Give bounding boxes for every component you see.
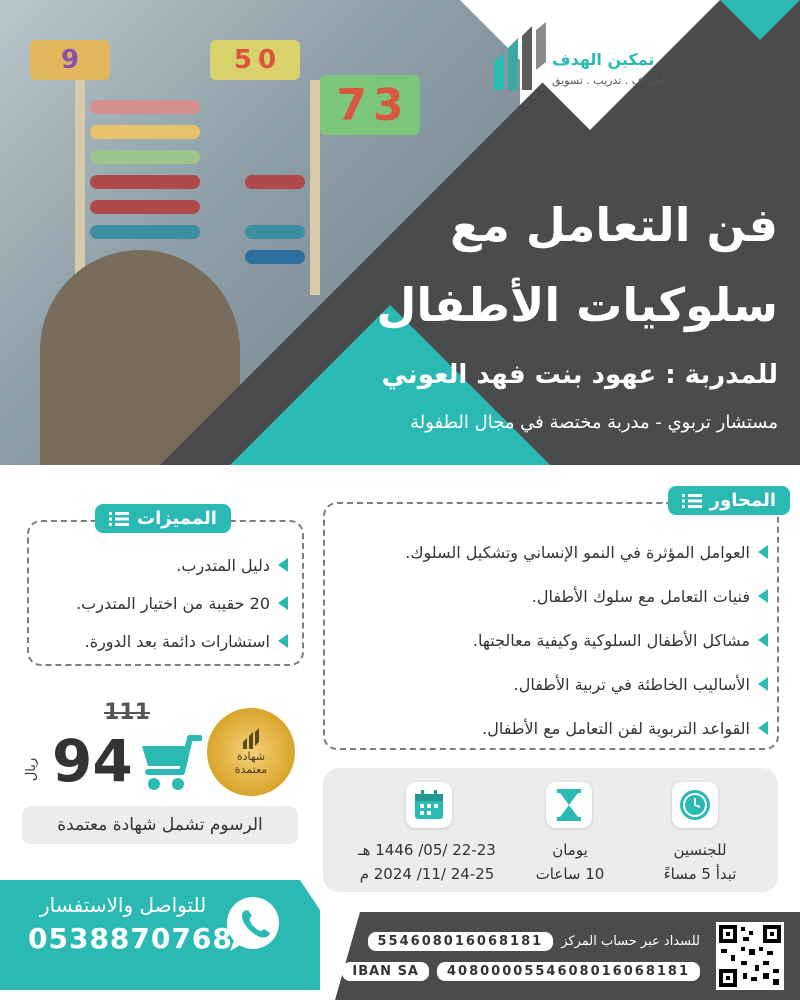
hourglass-box: [546, 782, 592, 828]
number-tile: 9: [30, 40, 110, 80]
list-item: استشارات دائمة بعد الدورة.: [38, 622, 288, 660]
certificate-seal: [207, 708, 295, 796]
list-item: 20 حقيبة من اختيار المتدرب.: [38, 584, 288, 622]
list-item: مشاكل الأطفال السلوكية وكيفية معالجتها.: [338, 618, 768, 662]
iban-row: [342, 962, 700, 981]
seal-text-1: شهادة: [236, 750, 266, 763]
contact-label: للتواصل والاستفسار: [40, 893, 207, 917]
number-tile: 5 0: [210, 40, 300, 80]
list-item: العوامل المؤثرة في النمو الإنساني وتشكيل السلوك.: [338, 530, 768, 574]
iban-label: IBAN SA: [342, 962, 429, 981]
time-info: للجنسين تبدأ 5 مساءً: [663, 841, 737, 883]
triangle-bullet-icon: [758, 633, 768, 647]
qr-code-icon: [719, 925, 781, 987]
calendar-icon: [413, 789, 445, 821]
qr-code[interactable]: [716, 922, 784, 990]
axes-list: [338, 530, 768, 750]
old-price: 111: [104, 700, 150, 725]
brand-logo: [490, 12, 670, 102]
new-price: 94: [52, 727, 133, 795]
calendar-box: [406, 782, 452, 828]
triangle-bullet-icon: [278, 634, 288, 648]
list-icon: [682, 494, 702, 508]
hourglass-icon: [554, 788, 584, 822]
features-list: [38, 546, 288, 660]
iban-number[interactable]: 4080000554608016068181: [437, 962, 700, 981]
triangle-bullet-icon: [758, 677, 768, 691]
seal-text-2: معتمدة: [234, 763, 268, 776]
triangle-bullet-icon: [758, 589, 768, 603]
list-icon: [109, 512, 129, 526]
number-tile: 7 3: [320, 75, 420, 135]
axes-label: المحاور: [668, 486, 790, 515]
clock-box: [672, 782, 718, 828]
brand-tagline: إشراف . تدريب . تسويق: [552, 74, 665, 87]
seal-icon: [240, 728, 262, 750]
clock-icon: [678, 788, 712, 822]
payment-label: للسداد عبر حساب المركز: [561, 934, 700, 949]
cart-icon: [138, 734, 202, 794]
list-item: القواعد التربوية لفن التعامل مع الأطفال.: [338, 706, 768, 750]
list-item: فنيات التعامل مع سلوك الأطفال.: [338, 574, 768, 618]
trainer-name: للمدربة : عهود بنت فهد العوني: [381, 360, 778, 390]
date-info: 22-23 /05/ 1446 هـ 24-25 /11/ 2024 م: [358, 841, 496, 883]
contact-phone[interactable]: 0538870768: [28, 922, 233, 955]
list-item: الأساليب الخاطئة في تربية الأطفال.: [338, 662, 768, 706]
currency: ريال: [24, 757, 40, 782]
features-label: المميزات: [95, 504, 231, 533]
price-note: الرسوم تشمل شهادة معتمدة: [22, 806, 298, 844]
triangle-bullet-icon: [758, 721, 768, 735]
list-item: دليل المتدرب.: [38, 546, 288, 584]
course-title-line1: فن التعامل مع: [449, 198, 778, 252]
triangle-bullet-icon: [278, 558, 288, 572]
duration-info: يومان 10 ساعات: [535, 841, 605, 883]
account-number[interactable]: 554608016068181: [368, 932, 554, 951]
triangle-bullet-icon: [278, 596, 288, 610]
brand-mark-icon: [490, 22, 550, 92]
account-row: [368, 932, 700, 951]
triangle-bullet-icon: [758, 545, 768, 559]
brand-name: تمكين الهدف: [552, 50, 655, 69]
trainer-role: مستشار تربوي - مدربة مختصة في مجال الطفولة: [410, 412, 778, 433]
course-title-line2: سلوكيات الأطفال: [376, 278, 778, 332]
